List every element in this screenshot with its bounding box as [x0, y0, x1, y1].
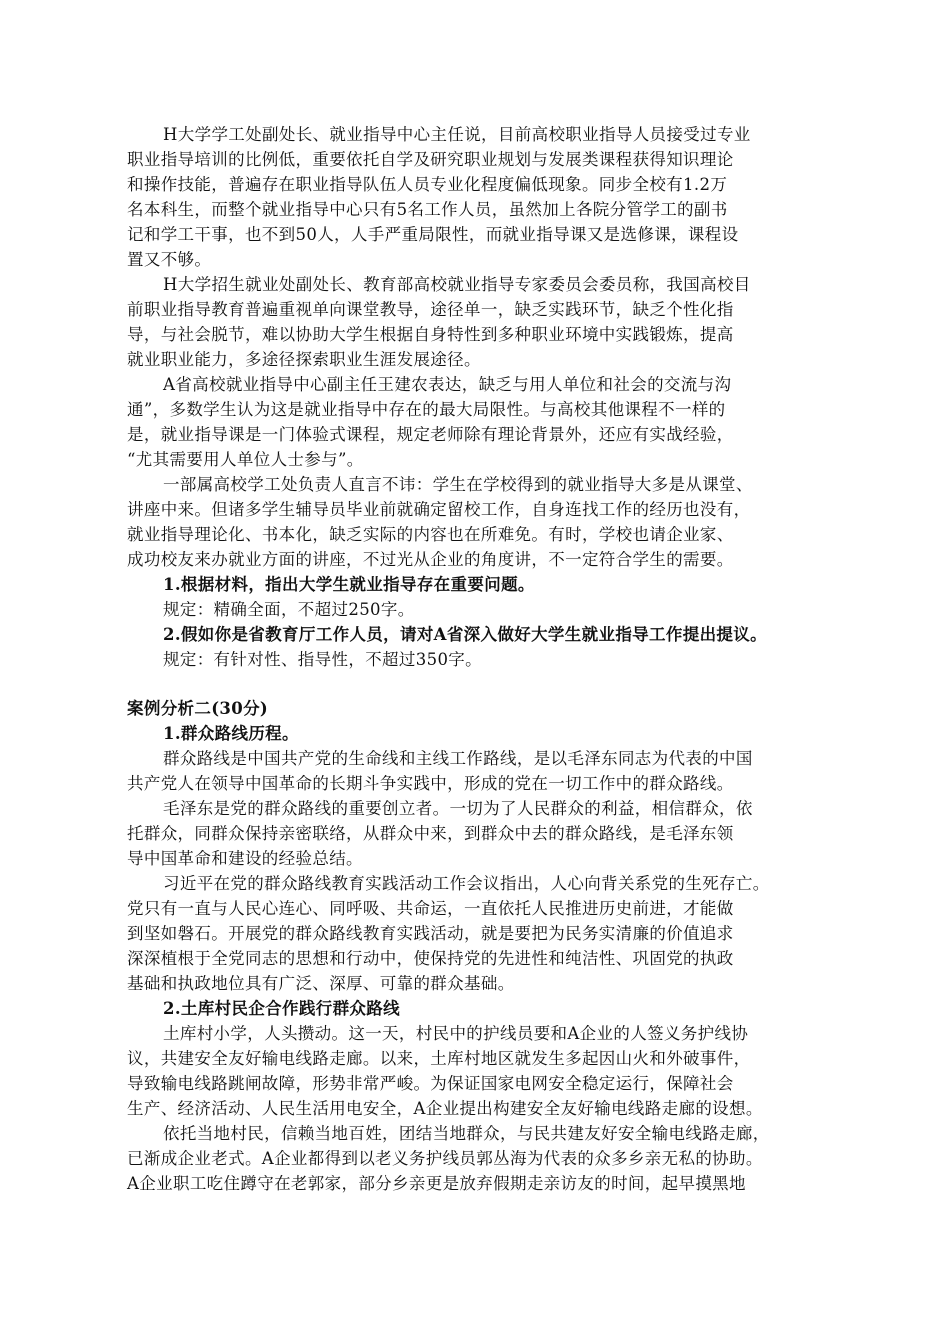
text-line: 导致输电线路跳闸故障，形势非常严峻。为保证国家电网安全稳定运行，保障社会 [127, 1074, 734, 1093]
text-line: 基础和执政地位具有广泛、深厚、可靠的群众基础。 [127, 974, 515, 993]
section-heading: 案例分析二(30分) [127, 699, 269, 718]
text-line: 到坚如磐石。开展党的群众路线教育实践活动，就是要把为民务实清廉的价值追求 [127, 924, 734, 943]
text-line: A企业职工吃住蹲守在老郭家，部分乡亲更是放弃假期走亲访友的时间，起早摸黑地 [127, 1174, 746, 1193]
text-line: 前职业指导教育普遍重视单向课堂教导，途径单一，缺乏实践环节，缺乏个性化指 [127, 300, 734, 319]
text-line: 生产、经济活动、人民生活用电安全，A企业提出构建安全友好输电线路走廊的设想。 [127, 1099, 763, 1118]
text-line: 记和学工干事，也不到50人，人手严重局限性，而就业指导课又是选修课，课程设 [127, 225, 739, 244]
text-line: 讲座中来。但诸多学生辅导员毕业前就确定留校工作，自身连找工作的经历也没有， [127, 500, 751, 519]
text-line: 成功校友来办就业方面的讲座，不过光从企业的角度讲，不一定符合学生的需要。 [127, 550, 734, 569]
text-line: 党只有一直与人民心连心、同呼吸、共命运，一直依托人民推进历史前进，才能做 [127, 899, 734, 918]
subheading-2: 2.土库村民企合作践行群众路线 [163, 999, 400, 1018]
text-line: 深深植根于全党同志的思想和行动中，使保持党的先进性和纯洁性、巩固党的执政 [127, 949, 734, 968]
text-line: 议，共建安全友好输电线路走廊。以来，土库村地区就发生多起因山火和外破事件， [127, 1049, 751, 1068]
text-line: 群众路线是中国共产党的生命线和主线工作路线，是以毛泽东同志为代表的中国 [163, 749, 753, 768]
text-line: 已渐成企业老式。A企业都得到以老义务护线员郭丛海为代表的众多乡亲无私的协助。 [127, 1149, 763, 1168]
text-line: H大学学工处副处长、就业指导中心主任说，目前高校职业指导人员接受过专业 [163, 125, 751, 144]
text-line: 名本科生，而整个就业指导中心只有5名工作人员，虽然加上各院分管学工的副书 [127, 200, 728, 219]
text-line: 是，就业指导课是一门体验式课程，规定老师除有理论背景外，还应有实战经验， [127, 425, 734, 444]
text-line: A省高校就业指导中心副主任王建农表达，缺乏与用人单位和社会的交流与沟 [163, 375, 732, 394]
text-line: 和操作技能，普遍存在职业指导队伍人员专业化程度偏低现象。同步全校有1.2万 [127, 175, 728, 194]
text-line: 置又不够。 [127, 250, 212, 269]
text-line: 导中国革命和建设的经验总结。 [127, 849, 363, 868]
requirement-1: 规定：精确全面，不超过250字。 [163, 600, 415, 619]
text-line: 一部属高校学工处负责人直言不讳：学生在学校得到的就业指导大多是从课堂、 [163, 475, 753, 494]
text-line: 就业指导理论化、书本化，缺乏实际的内容也在所难免。有时，学校也请企业家、 [127, 525, 734, 544]
text-line: 共产党人在领导中国革命的长期斗争实践中，形成的党在一切工作中的群众路线。 [127, 774, 734, 793]
requirement-2: 规定：有针对性、指导性，不超过350字。 [163, 650, 482, 669]
text-line: 依托当地村民，信赖当地百姓，团结当地群众，与民共建友好安全输电线路走廊， [163, 1124, 770, 1143]
question-2: 2.假如你是省教育厅工作人员，请对A省深入做好大学生就业指导工作提出提议。 [163, 625, 767, 644]
question-1: 1.根据材料，指出大学生就业指导存在重要问题。 [163, 575, 535, 594]
text-line: H大学招生就业处副处长、教育部高校就业指导专家委员会委员称，我国高校目 [163, 275, 751, 294]
text-line: 毛泽东是党的群众路线的重要创立者。一切为了人民群众的利益，相信群众，依 [163, 799, 753, 818]
text-line: 通”，多数学生认为这是就业指导中存在的最大局限性。与高校其他课程不一样的 [127, 400, 726, 419]
text-line: 职业指导培训的比例低，重要依托自学及研究职业规划与发展类课程获得知识理论 [127, 150, 734, 169]
text-line: 就业职业能力，多途径探索职业生涯发展途径。 [127, 350, 481, 369]
subheading-1: 1.群众路线历程。 [163, 724, 299, 743]
text-line: 托群众，同群众保持亲密联络，从群众中来，到群众中去的群众路线，是毛泽东领 [127, 824, 734, 843]
text-line: 习近平在党的群众路线教育实践活动工作会议指出，人心向背关系党的生死存亡。 [163, 874, 770, 893]
text-line: 导，与社会脱节，难以协助大学生根据自身特性到多种职业环境中实践锻炼，提高 [127, 325, 734, 344]
text-line: “尤其需要用人单位人士参与”。 [127, 450, 364, 469]
text-line: 土库村小学，人头攒动。这一天，村民中的护线员要和A企业的人签义务护线协 [163, 1024, 749, 1043]
